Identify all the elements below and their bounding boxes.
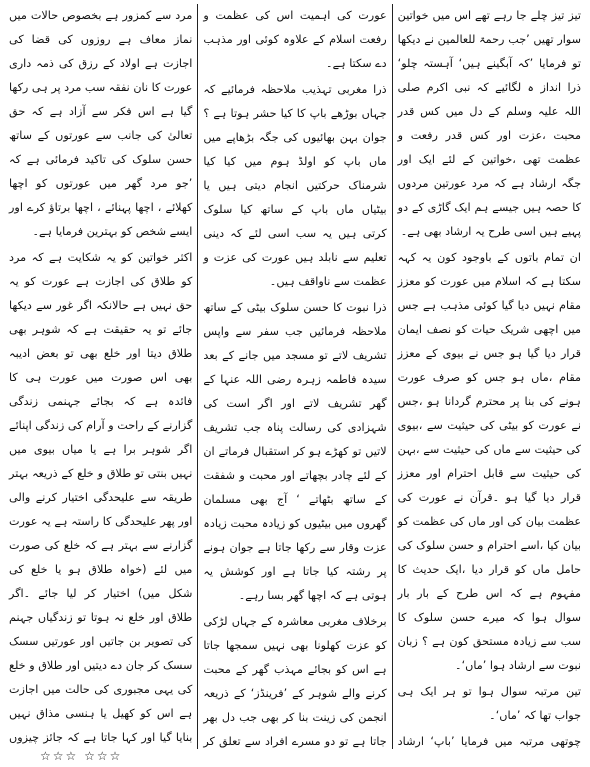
paragraph: تین مرتبہ سوال ہوا تو ہر ایک ہی جواب تھا کہ ’ماں‘۔ — [397, 685, 581, 722]
paragraph: اکثر خواتین کو یہ شکایت ہے کہ مرد کو طلاق کی اجازت ہے عورت کو یہ حق نہیں ہے حالانکہ اگر غور سے دیکھا جائے تو یہ حقیقت ہے کہ شوہر بھی طلاق دیتا اور خلع بھی تو بعض ادیبہ بھی اس صورت میں عورت ہی کا فائدہ ہے کہ بجائے جہنمی زندگی گزارنے کے راحت و آرام کی زندگی اپنائے اگر شوہر برا ہے یا میاں بیوی میں نہیں بنتی تو طلاق و خلع کے ذریعہ بہتر طریقہ سے علیحدگی اختیار کرنے والی اور پھر علیحدگی کا راستہ ہے یہ عورت گزارنے سے بہتر ہے کہ خلع کی صورت میں لئے (خواہ طلاق ہو یا خلع کی شکل میں) اختیار کر لیا جائے ۔اگر طلاق اور خلع نہ ہوتا تو زندگیاں جہنم کی تصویر بن جاتیں اور عورتیں سسک سسک کر جان دے دیتیں اور طلاق و خلع کی یہی مجبوری کی حالت میں اجازت ہے اس کو کھیل یا ہنسی مذاق نہیں بنایا گیا اور کہا جاتا ہے کہ جائز چیزوں — [9, 251, 193, 744]
column-divider — [392, 4, 393, 749]
paragraph: ان تمام باتوں کے باوجود کون یہ کہہ سکتا ہے کہ اسلام میں عورت کو معزز مقام نہیں دیا گیا کوئی مذہب ہے جس میں اچھی شریک حیات کو نصف ایمان قرار دیا گیا ہو جس نے بیوی کے معزز مقام ،ماں ہو جس کو صرف عورت ہونے کی بنا پر محترم گردانا ہو ،جس نے عورت کو بیٹی کی حیثیت سے ،بیوی کی حیثیت سے ماں کی حیثیت سے ،بہن کی حیثیت سے قابل احترام اور معزز قرار دیا گیا ہو ۔قرآن نے عورت کی عظمت بیان کی اور ماں کی عظمت کو بیان کیا ،اسے احترام و حسن سلوک کی حامل ماں کو قرار دیا ،ایک حدیث کا مفہوم ہے کہ اس طرح کے بار بار سوال ہوا کہ میرے حسن سلوک کا سب سے زیادہ مستحق کون ہے ؟ زبان نبوت سے ارشاد ہوا ’ماں‘۔ — [397, 251, 581, 672]
paragraph: تیز تیز چلے جا رہے تھے اس میں خواتین سوار تھیں ’جب رحمۃ للعالمین نے دیکھا تو فرمایا ’کہ آبگینے ہیں‘ آہستہ چلو‘ ذرا انداز ہ لگائیے کہ نبی اکرم صلی اللہ علیہ وسلم کے دل میں کس قدر محبت ،عزت اور کس قدر رفعت و عظمت تھی ،خواتین کے لئے ایک اور جگہ ارشاد ہے کہ مرد عورتین مردوں کا حصہ ہیں جیسے ہم ایک گاڑی کے دو پہیے ہیں اسی طرح یہ ارشاد بھی ہے۔ — [397, 9, 581, 238]
column-divider — [197, 4, 198, 749]
end-stars-ornament: ☆☆☆ ☆☆☆ — [40, 749, 123, 763]
paragraph: ذرا نبوت کا حسن سلوک بیٹی کے ساتھ ملاحظہ فرمائیں جب سفر سے واپس تشریف لاتے تو مسجد میں جانے کے بعد سیدہ فاطمہ زہرہ رضی اللہ عنہا کے گھر تشریف لاتے اور اگر است کی شہزادی کی رسالت پناہ جب تشریف لاتیں تو کھڑے ہو کر استقبال فرماتے ان کے لئے چادر بچھاتے اور محبت و شفقت کے ساتھ بٹھاتے ‘ آج بھی مسلمان گھروں میں بیٹیوں کو زیادہ محبت زیادہ عزت وقار سے رکھا جاتا ہے جوان ہونے پر رشتہ کیا جاتا ہے اور کوشش یہ ہوتی ہے کہ اچھا گھر بسا رہے۔ — [203, 301, 387, 602]
article-columns — [6, 4, 584, 754]
paragraph: عورت کی اہمیت اس کی عظمت و رفعت اسلام کے علاوہ کوئی اور مذہب دے سکتا ہے۔ — [203, 9, 387, 70]
column-right — [395, 4, 584, 754]
paragraph: برخلاف مغربی معاشرہ کے جہاں لڑکی کو عزت کھلونا بھی نہیں سمجھا جاتا ہے اس کو بجائے مہذب گھر کے محبت کرنے والے شوہر کے ’فرینڈز‘ کے ذریعہ انجمن کی زینت بنا کر بھی جب دل بھر جاتا ہے تو دو مسرے افراد سے تعلق کر — [203, 615, 387, 748]
column-left — [6, 4, 195, 754]
column-middle — [200, 4, 389, 754]
paragraph: مرد سے کمزور ہے بخصوص حالات میں نماز معاف ہے روزوں کی قضا کی اجازت ہے اولاد کے رزق کی ذمہ داری عورت کا نان نفقہ سب مرد پر ہی رکھا گیا ہے اس فکر سے آزاد ہے کہ حق تعالیٰ کی جانب سے عورتوں کے ساتھ حسن سلوک کی تاکید فرمائی ہے کہ ’جو مرد گھر میں عورتوں کو اچھا کھلائے ، اچھا پہنائے ، اچھا برتاؤ کرے اور ایسے شخص کو بہترین فرمایا ہے۔ — [9, 9, 193, 238]
paragraph: چوتھی مرتبہ میں فرمایا ’باپ‘ ارشاد — [397, 735, 581, 748]
paragraph: ذرا مغربی تہذیب ملاحظہ فرمائیے کہ جہاں بوڑھے باپ کا کیا حشر ہوتا ہے ؟ جوان بہن بھائیوں کی جگہ بڑھاپے میں ماں باپ کو اولڈ ہوم میں کیا کیا شرمناک حرکتیں انجام دیتی ہیں یا بیٹیاں ماں باپ کے ساتھ کیا سلوک کرتی ہیں یہ سب اسی لئے کہ دینی تعلیم سے نابلد ہیں عورت کی عزت و عظمت سے ناواقف ہیں۔ — [203, 83, 387, 288]
